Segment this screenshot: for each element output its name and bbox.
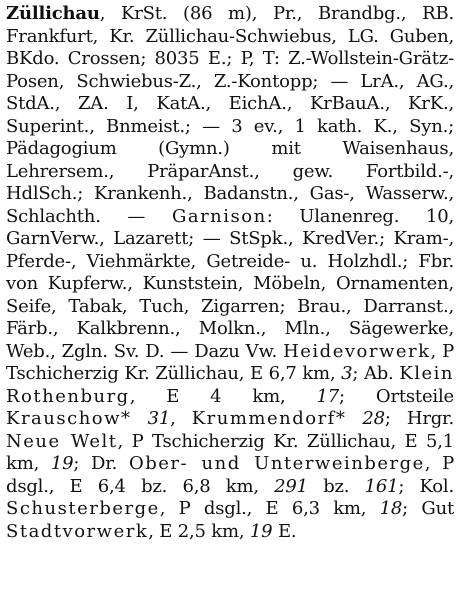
entry-text-segment: Heidevorwerk bbox=[283, 340, 431, 362]
entry-text-segment: 19 bbox=[249, 520, 273, 542]
entry-text-segment: E. bbox=[272, 520, 297, 542]
entry-text-segment: bz. bbox=[307, 475, 365, 497]
entry-text-segment: ; Gut bbox=[402, 498, 454, 519]
entry-text-segment: 161 bbox=[364, 475, 399, 497]
entry-text-segment: , E 4 km, bbox=[129, 385, 317, 407]
entry-text-segment: , P dsgl., E 6,3 km, bbox=[159, 498, 380, 519]
entry-text-segment: , P Tschicherzig Kr. Züllichau, E 6,7 km, bbox=[6, 340, 454, 384]
entry-text-segment: ; Dr. bbox=[73, 453, 129, 474]
entry-text-segment: 291 bbox=[274, 475, 308, 497]
entry-text-segment: Neue Welt bbox=[6, 430, 118, 452]
entry-text-segment: Schusterberge bbox=[6, 498, 160, 519]
entry-text-segment: Garnison bbox=[171, 205, 267, 227]
entry-text-segment: 31 bbox=[147, 408, 171, 429]
gazetteer-entry bbox=[6, 3, 454, 543]
entry-text-segment: Klein Rothenburg bbox=[6, 363, 454, 407]
entry-text-segment: ; Ab. bbox=[352, 363, 400, 384]
entry-text-segment: ; Hrgr. bbox=[384, 408, 455, 429]
entry-text-segment: , bbox=[170, 408, 192, 429]
entry-text-segment: 17 bbox=[316, 385, 340, 407]
entry-text-segment: Ober- und Unterweinberge bbox=[128, 453, 425, 474]
entry-text-segment: , P dsgl., E 6,4 bz. 6,8 km, bbox=[6, 453, 454, 497]
entry-headword: Züllichau bbox=[6, 3, 100, 24]
entry-text-segment: , P Tschicherzig Kr. Züllichau, E 5,1 km, bbox=[6, 430, 454, 474]
entry-text-segment: 18 bbox=[379, 498, 403, 519]
entry-text-segment: Krummendorf* bbox=[191, 408, 347, 429]
entry-text-segment: ; Kol. bbox=[398, 475, 454, 497]
entry-text-segment bbox=[346, 408, 362, 429]
entry-text-segment: , E 2,5 km, bbox=[148, 520, 250, 542]
entry-text-segment: Krauschow* bbox=[6, 408, 132, 429]
entry-text-segment: 3 bbox=[341, 363, 353, 384]
entry-text-segment: Stadtvorwerk bbox=[6, 520, 149, 542]
entry-text-segment bbox=[132, 408, 148, 429]
entry-text-segment: ; Ortsteile bbox=[339, 385, 454, 407]
entry-text-segment: 19 bbox=[50, 453, 74, 474]
entry-text-segment: : Ulanenreg. 10, GarnVerw., Lazarett; — StSpk., KredVer.; Kram-, Pferde-, Viehmärkte, Getreide- u. Holzhdl.; Fbr. von Kupferw., Kunststein, Möbeln, Ornamenten, Seife, Tabak, Tuch, Zigarren; Brau., Darranst., Färb., Kalkbrenn., Molkn., Mln., Sägewerke, Web., Zgln. Sv. D. — Dazu Vw. bbox=[6, 205, 455, 362]
entry-text-segment: , KrSt. (86 m), Pr., Brandbg., RB. Frankfurt, Kr. Züllichau-Schwiebus, LG. Guben, BKdo. Crossen; 8035 E.; P, T: Z.-Wollstein-Grätz-Posen, Schwiebus-Z., Z.-Kontopp; — LrA., AG., StdA., ZA. I, KatA., EichA., KrBauA., KrK., Superint., Bnmeist.; — 3 ev., 1 kath. K., Syn.; Pädagogium (Gymn.) mit Waisenhaus, Lehrersem., PräparAnst., gew. Fortbild.-, HdlSch.; Krankenh., Badanstn., Gas-, Wasserw., Schlachth. — bbox=[6, 3, 454, 227]
entry-text-segment: 28 bbox=[362, 408, 385, 429]
